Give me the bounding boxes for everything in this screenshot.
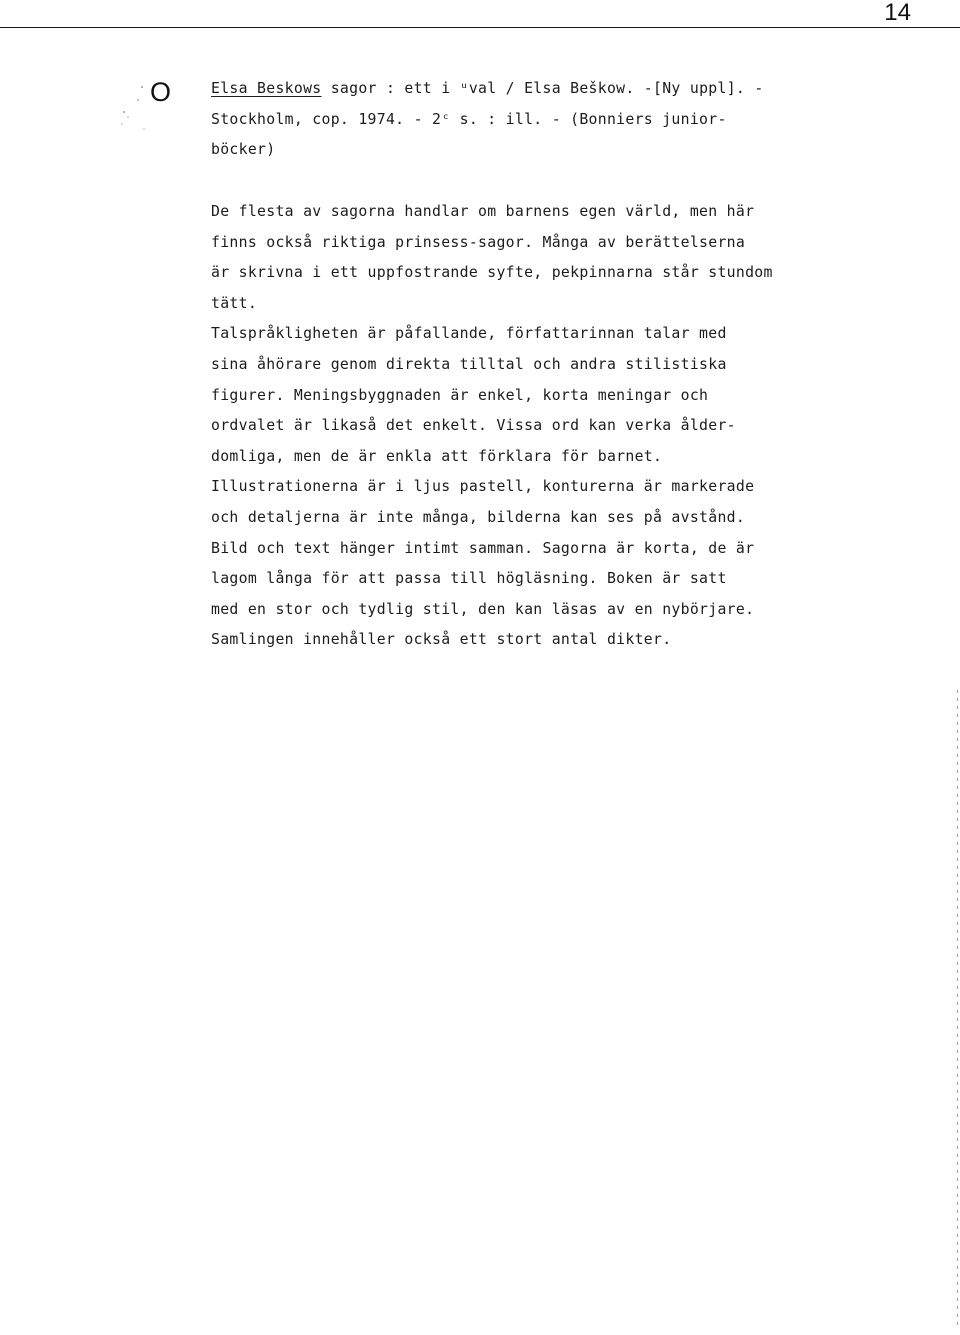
review-line: figurer. Meningsbyggnaden är enkel, korta meningar och (211, 386, 709, 404)
review-line: De flesta av sagorna handlar om barnens egen värld, men här (211, 203, 755, 220)
review-line: Bild och text hänger intimt samman. Sagorna är korta, de är (211, 539, 755, 557)
review-line: med en stor och tydlig stil, den kan läsas av en nybörjare. (211, 600, 755, 618)
page-number: 14 (884, 0, 911, 26)
citation-line (211, 74, 911, 105)
page-header-rule (0, 27, 960, 28)
scan-specks (118, 84, 148, 134)
entry-marker: O (150, 77, 172, 107)
citation-line: böcker) (211, 141, 276, 159)
review-line: Talspråkligheten är påfallande, författarinnan talar med (211, 325, 727, 343)
review-line: och detaljerna är inte många, bilderna kan ses på avstånd. (211, 508, 746, 526)
catalog-citation (211, 74, 911, 166)
review-line: lagom långa för att passa till högläsning. Boken är satt (211, 570, 727, 588)
review-line: sina åhörare genom direkta tilltal och andra stilistiska (211, 355, 727, 373)
review-line: domliga, men de är enkla att förklara för barnet. (211, 447, 663, 465)
review-line: ordvalet är likaså det enkelt. Vissa ord kan verka ålder- (211, 417, 736, 435)
scan-margin-line (957, 690, 958, 1330)
citation-line1-rest: sagor : ett i ᵘval / Elsa Beškow. -[Ny uppl]. - (321, 80, 764, 97)
review-text (211, 197, 911, 656)
citation-line: Stockholm, cop. 1974. - 2ᶜ s. : ill. - (Bonniers junior- (211, 110, 727, 128)
review-line: tätt. (211, 294, 258, 312)
review-line: är skrivna i ett uppfostrande syfte, pekpinnarna står stundom (211, 264, 773, 282)
citation-title: Elsa Beskows (211, 80, 322, 97)
review-line: finns också riktiga prinsess-sagor. Många av berättelserna (211, 233, 746, 251)
review-line: Illustrationerna är i ljus pastell, konturerna är markerade (211, 478, 755, 496)
review-line: Samlingen innehåller också ett stort antal dikter. (211, 631, 672, 649)
